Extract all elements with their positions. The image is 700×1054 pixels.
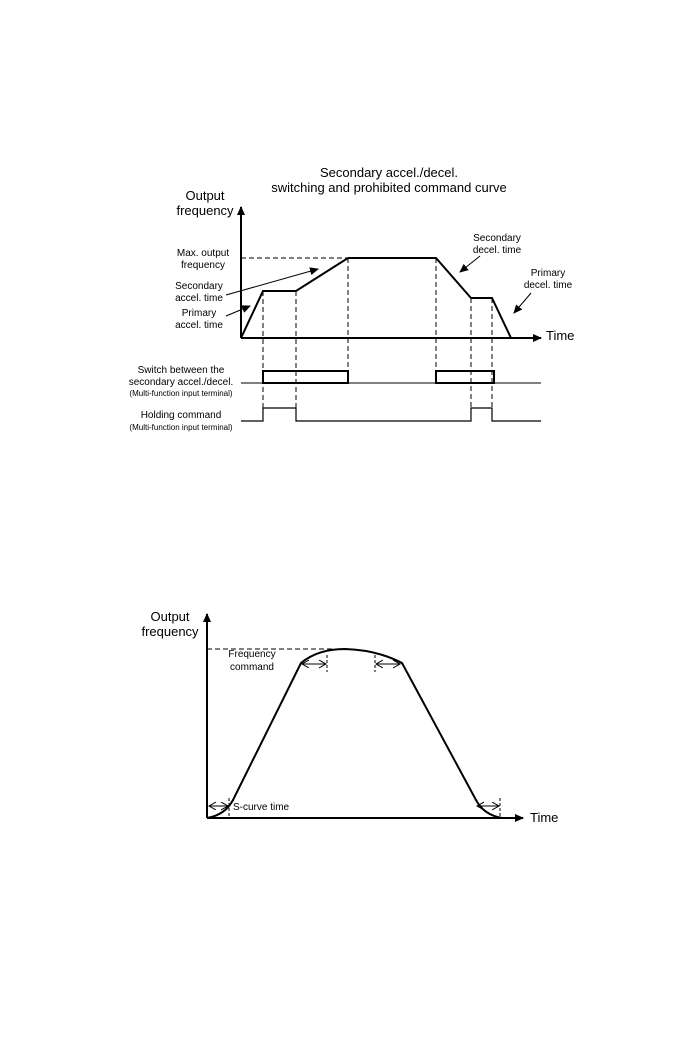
switch-label-line-3: (Multi-function input terminal) [129,389,233,398]
switch-label-line-1: Switch between the [137,365,225,376]
secondary-decel-label-line-2: decel. time [472,245,522,256]
s-curve-time-label: S-curve time [233,802,290,813]
s-curve-y-axis-label-line-2: frequency [141,624,199,639]
secondary-decel-label-line-1: Secondary [473,233,521,244]
primary-decel-pointer [514,293,531,313]
s-curve-frequency-curve [207,649,502,818]
frequency-command-label-line-2: command [230,662,274,673]
accel-decel-switching-diagram [129,165,575,432]
s-curve-y-axis-label-line-1: Output [150,609,190,624]
primary-decel-label-line-1: Primary [530,268,566,279]
s-curve-diagram [141,609,558,825]
max-output-label-line-1: Max. output [176,248,230,259]
switch-signal-pulse-1 [263,371,348,383]
holding-command-signal [241,408,541,421]
primary-accel-label-line-2: accel. time [175,320,223,331]
secondary-accel-label-line-2: accel. time [175,293,223,304]
holding-label-line-2: (Multi-function input terminal) [129,423,233,432]
holding-label-line-1: Holding command [140,410,222,421]
frequency-command-label-line-1: Frequency [228,649,276,660]
primary-decel-label-line-2: decel. time [523,280,573,291]
secondary-decel-pointer [460,256,480,272]
x-axis-label: Time [546,328,575,343]
primary-accel-pointer [226,306,250,316]
switch-signal-pulse-2 [436,371,494,383]
y-axis-label-line-2: frequency [176,203,234,218]
primary-accel-label-line-1: Primary [181,308,217,319]
y-axis-label-line-1: Output [185,188,225,203]
diagram-title-line-1: Secondary accel./decel. [319,165,459,180]
secondary-accel-label-line-1: Secondary [175,281,223,292]
switch-label-line-2: secondary accel./decel. [128,377,234,388]
s-curve-x-axis-label: Time [530,810,559,825]
diagram-title-line-2: switching and prohibited command curve [271,180,507,195]
max-output-label-line-2: frequency [181,260,225,271]
